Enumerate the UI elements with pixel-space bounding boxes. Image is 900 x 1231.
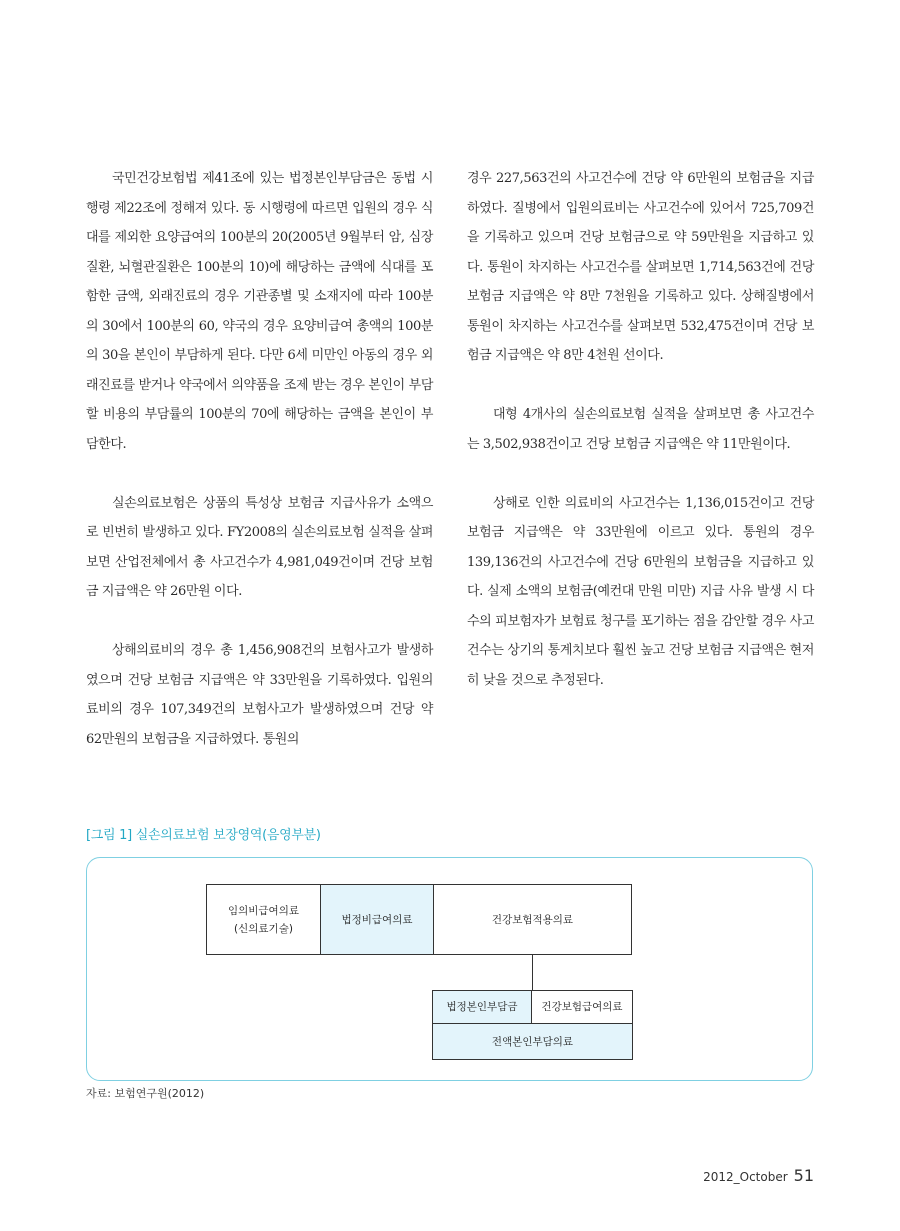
right-text-column xyxy=(467,164,814,695)
figure-source: 자료: 보험연구원(2012) xyxy=(86,1087,205,1100)
page-footer xyxy=(703,1166,814,1185)
page-number: 51 xyxy=(793,1166,814,1185)
paragraph: 국민건강보험법 제41조에 있는 법정본인부담금은 동법 시행령 제22조에 정해져 있다. 동 시행령에 따르면 입원의 경우 식대를 제외한 요양급여의 100분의 20(2005년 9월부터 암, 심장질환, 뇌혈관질환은 100분의 10)에 해당하는 금액에 식대를 포함한 금액, 외래진료의 경우 기관종별 및 소재지에 따라 100분의 30에서 100분의 60, 약국의 경우 요양비급여 총액의 100분의 30을 본인이 부담하게 된다. 다만 6세 미만인 아동의 경우 외래진료를 받거나 약국에서 의약품을 조제 받는 경우 본인이 부담할 비용의 부담률의 100분의 70에 해당하는 금액을 본인이 부담한다. xyxy=(86,171,433,452)
paragraph: 상해의료비의 경우 총 1,456,908건의 보험사고가 발생하였으며 건당 보험금 지급액은 약 33만원을 기록하였다. 입원의료비의 경우 107,349건의 보험사고가 발생하였으며 건당 약 62만원의 보험금을 지급하였다. 통원의 xyxy=(86,643,433,747)
paragraph: 경우 227,563건의 사고건수에 건당 약 6만원의 보험금을 지급하였다. 질병에서 입원의료비는 사고건수에 있어서 725,709건을 기록하고 있으며 건당 보험금으로 약 59만원을 지급하고 있다. 통원이 차지하는 사고건수를 살펴보면 1,714,563건에 건당 보험금 지급액은 약 8만 7천원을 기록하고 있다. 상해질병에서 통원이 차지하는 사고건수를 살펴보면 532,475건이며 건당 보험금 지급액은 약 8만 4천원 선이다. xyxy=(467,171,814,363)
cell-legal-copay: 법정본인부담금 xyxy=(432,990,532,1024)
issue-label: 2012_October xyxy=(703,1170,788,1184)
cell-full-copay: 전액본인부담의료 xyxy=(432,1023,633,1060)
cell-label-line2: (신의료기술) xyxy=(234,922,293,935)
cell-arbitrary-noncovered xyxy=(206,884,321,955)
cell-nhi-benefit: 건강보험급여의료 xyxy=(531,990,633,1024)
cell-label-line1: 임의비급여의료 xyxy=(227,904,299,917)
paragraph: 실손의료보험은 상품의 특성상 보험금 지급사유가 소액으로 빈번히 발생하고 있다. FY2008의 실손의료보험 실적을 살펴보면 산업전체에서 총 사고건수가 4,981,049건이며 건당 보험금 지급액은 약 26만원 이다. xyxy=(86,495,433,599)
cell-nhi-applied: 건강보험적용의료 xyxy=(433,884,632,955)
paragraph: 대형 4개사의 실손의료보험 실적을 살펴보면 총 사고건수는 3,502,938건이고 건당 보험금 지급액은 약 11만원이다. xyxy=(467,407,814,452)
figure-caption: [그림 1] 실손의료보험 보장영역(음영부분) xyxy=(86,828,321,843)
paragraph: 상해로 인한 의료비의 사고건수는 1,136,015건이고 건당 보험금 지급액은 약 33만원에 이르고 있다. 통원의 경우 139,136건의 사고건수에 건당 6만원의 보험금을 지급하고 있다. 실제 소액의 보험금(예컨대 만원 미만) 지급 사유 발생 시 다수의 피보험자가 보험료 청구를 포기하는 점을 감안할 경우 사고건수는 상기의 통계치보다 훨씬 높고 건당 보험금 지급액은 현저히 낮을 것으로 추정된다. xyxy=(467,495,814,688)
left-text-column xyxy=(86,164,433,754)
cell-legal-noncovered: 법정비급여의료 xyxy=(320,884,434,955)
connector-line xyxy=(532,955,533,991)
figure-diagram xyxy=(86,857,813,1081)
